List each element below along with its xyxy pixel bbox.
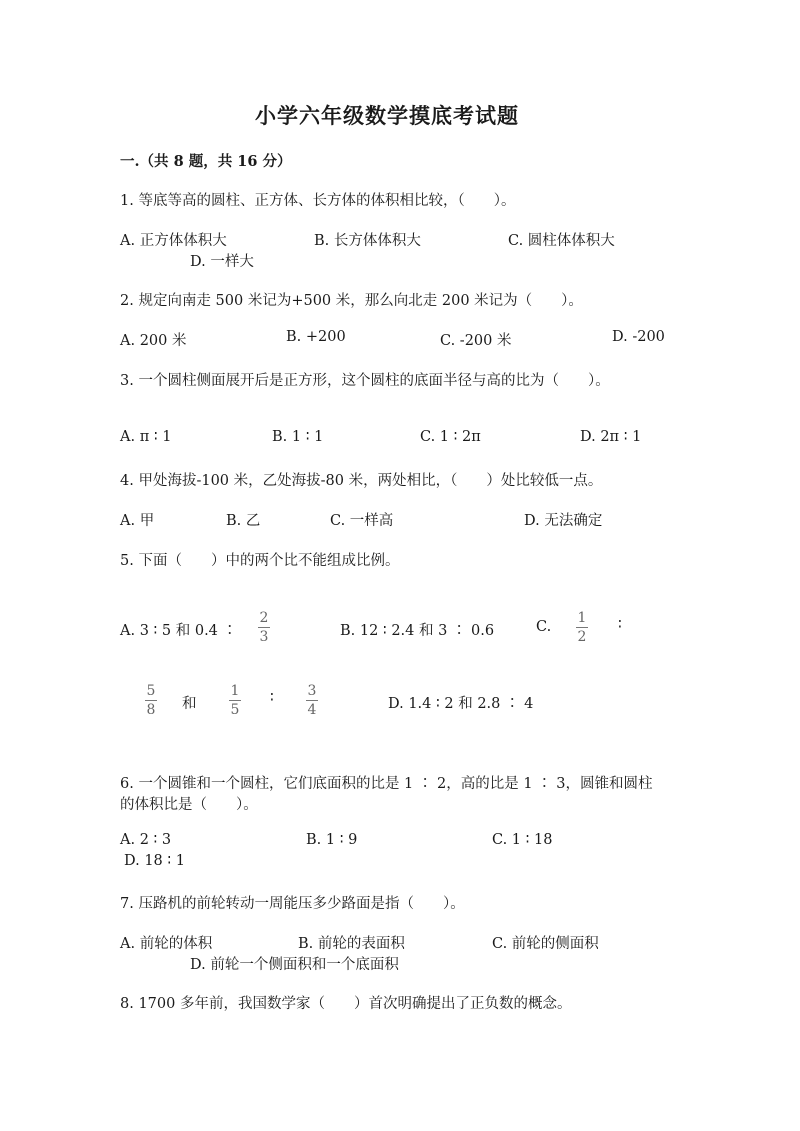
q4-option-a: A. 甲 [120, 513, 155, 529]
q2-option-b: B. +200 [286, 329, 346, 345]
question-7-stem: 7. 压路机的前轮转动一周能压多少路面是指（ ）。 [120, 896, 465, 912]
q5-fraction-c1-numerator: 1 [577, 610, 587, 626]
q5-and-word: 和 [182, 696, 197, 712]
q5-fraction-c3-numerator: 1 [230, 683, 240, 699]
q3-option-d: D. 2π ∶ 1 [580, 429, 642, 445]
q3-option-b: B. 1 ∶ 1 [272, 429, 324, 445]
q5-fraction-c2-denominator: 8 [146, 702, 156, 718]
question-6-stem-line2: 的体积比是（ ）。 [120, 797, 258, 813]
question-8-stem: 8. 1700 多年前，我国数学家（ ）首次明确提出了正负数的概念。 [120, 996, 572, 1012]
q6-option-d: D. 18 ∶ 1 [124, 853, 185, 869]
q7-option-d: D. 前轮一个侧面积和一个底面积 [190, 957, 399, 973]
q5-fraction-c4 [306, 683, 318, 718]
question-6-stem-line1: 6. 一个圆锥和一个圆柱，它们底面积的比是 1 ∶ 2，高的比是 1 ∶ 3，圆锥和圆柱 [120, 776, 653, 792]
q4-option-b: B. 乙 [226, 513, 261, 529]
q5-fraction-c4-numerator: 3 [307, 683, 317, 699]
q5-option-a: A. 3 ∶ 5 和 0.4 ∶ [120, 623, 238, 639]
q5-fraction-c1-denominator: 2 [577, 629, 587, 645]
q2-option-d: D. -200 [612, 329, 665, 345]
q5-fraction-c3-denominator: 5 [230, 702, 240, 718]
q5-fraction-a [258, 610, 270, 645]
q5-fraction-c2 [145, 683, 157, 718]
fraction-bar [229, 700, 241, 701]
q6-option-b: B. 1 ∶ 9 [306, 832, 358, 848]
section-heading: 一.（共 8 题，共 16 分） [120, 153, 292, 170]
fraction-bar [576, 627, 588, 628]
q1-option-d: D. 一样大 [190, 254, 254, 270]
q7-option-b: B. 前轮的表面积 [298, 936, 405, 952]
q4-option-d: D. 无法确定 [524, 513, 603, 529]
question-4-stem: 4. 甲处海拔-100 米，乙处海拔-80 米，两处相比，（ ）处比较低一点。 [120, 473, 603, 489]
fraction-bar [306, 700, 318, 701]
question-2-stem: 2. 规定向南走 500 米记为+500 米，那么向北走 200 米记为（ ）。 [120, 293, 583, 309]
q5-option-b: B. 12 ∶ 2.4 和 3 ∶ 0.6 [340, 623, 495, 639]
ratio-colon: ∶ [270, 690, 274, 706]
question-3-stem: 3. 一个圆柱侧面展开后是正方形，这个圆柱的底面半径与高的比为（ ）。 [120, 373, 610, 389]
q7-option-a: A. 前轮的体积 [120, 936, 213, 952]
q1-option-a: A. 正方体体积大 [120, 233, 227, 249]
q2-option-c: C. -200 米 [440, 333, 512, 349]
q5-option-d: D. 1.4 ∶ 2 和 2.8 ∶ 4 [388, 696, 534, 712]
ratio-colon: ∶ [618, 617, 622, 633]
q5-fraction-c1 [576, 610, 588, 645]
question-1-stem: 1. 等底等高的圆柱、正方体、长方体的体积相比较，（ ）。 [120, 193, 516, 209]
q6-option-a: A. 2 ∶ 3 [120, 832, 172, 848]
q5-fraction-c3 [229, 683, 241, 718]
q5-fraction-c2-numerator: 5 [146, 683, 156, 699]
q3-option-a: A. π ∶ 1 [120, 429, 172, 445]
q5-option-c-label: C. [536, 619, 552, 635]
fraction-bar [145, 700, 157, 701]
question-5-stem: 5. 下面（ ）中的两个比不能组成比例。 [120, 553, 400, 569]
q6-option-c: C. 1 ∶ 18 [492, 832, 553, 848]
fraction-bar [258, 627, 270, 628]
q5-fraction-a-denominator: 3 [259, 629, 269, 645]
q1-option-c: C. 圆柱体体积大 [508, 233, 615, 249]
page-title: 小学六年级数学摸底考试题 [255, 103, 519, 128]
q5-fraction-c4-denominator: 4 [307, 702, 317, 718]
q5-fraction-a-numerator: 2 [259, 610, 269, 626]
q1-option-b: B. 长方体体积大 [314, 233, 421, 249]
q7-option-c: C. 前轮的侧面积 [492, 936, 599, 952]
q4-option-c: C. 一样高 [330, 513, 394, 529]
q2-option-a: A. 200 米 [120, 333, 187, 349]
q3-option-c: C. 1 ∶ 2π [420, 429, 481, 445]
